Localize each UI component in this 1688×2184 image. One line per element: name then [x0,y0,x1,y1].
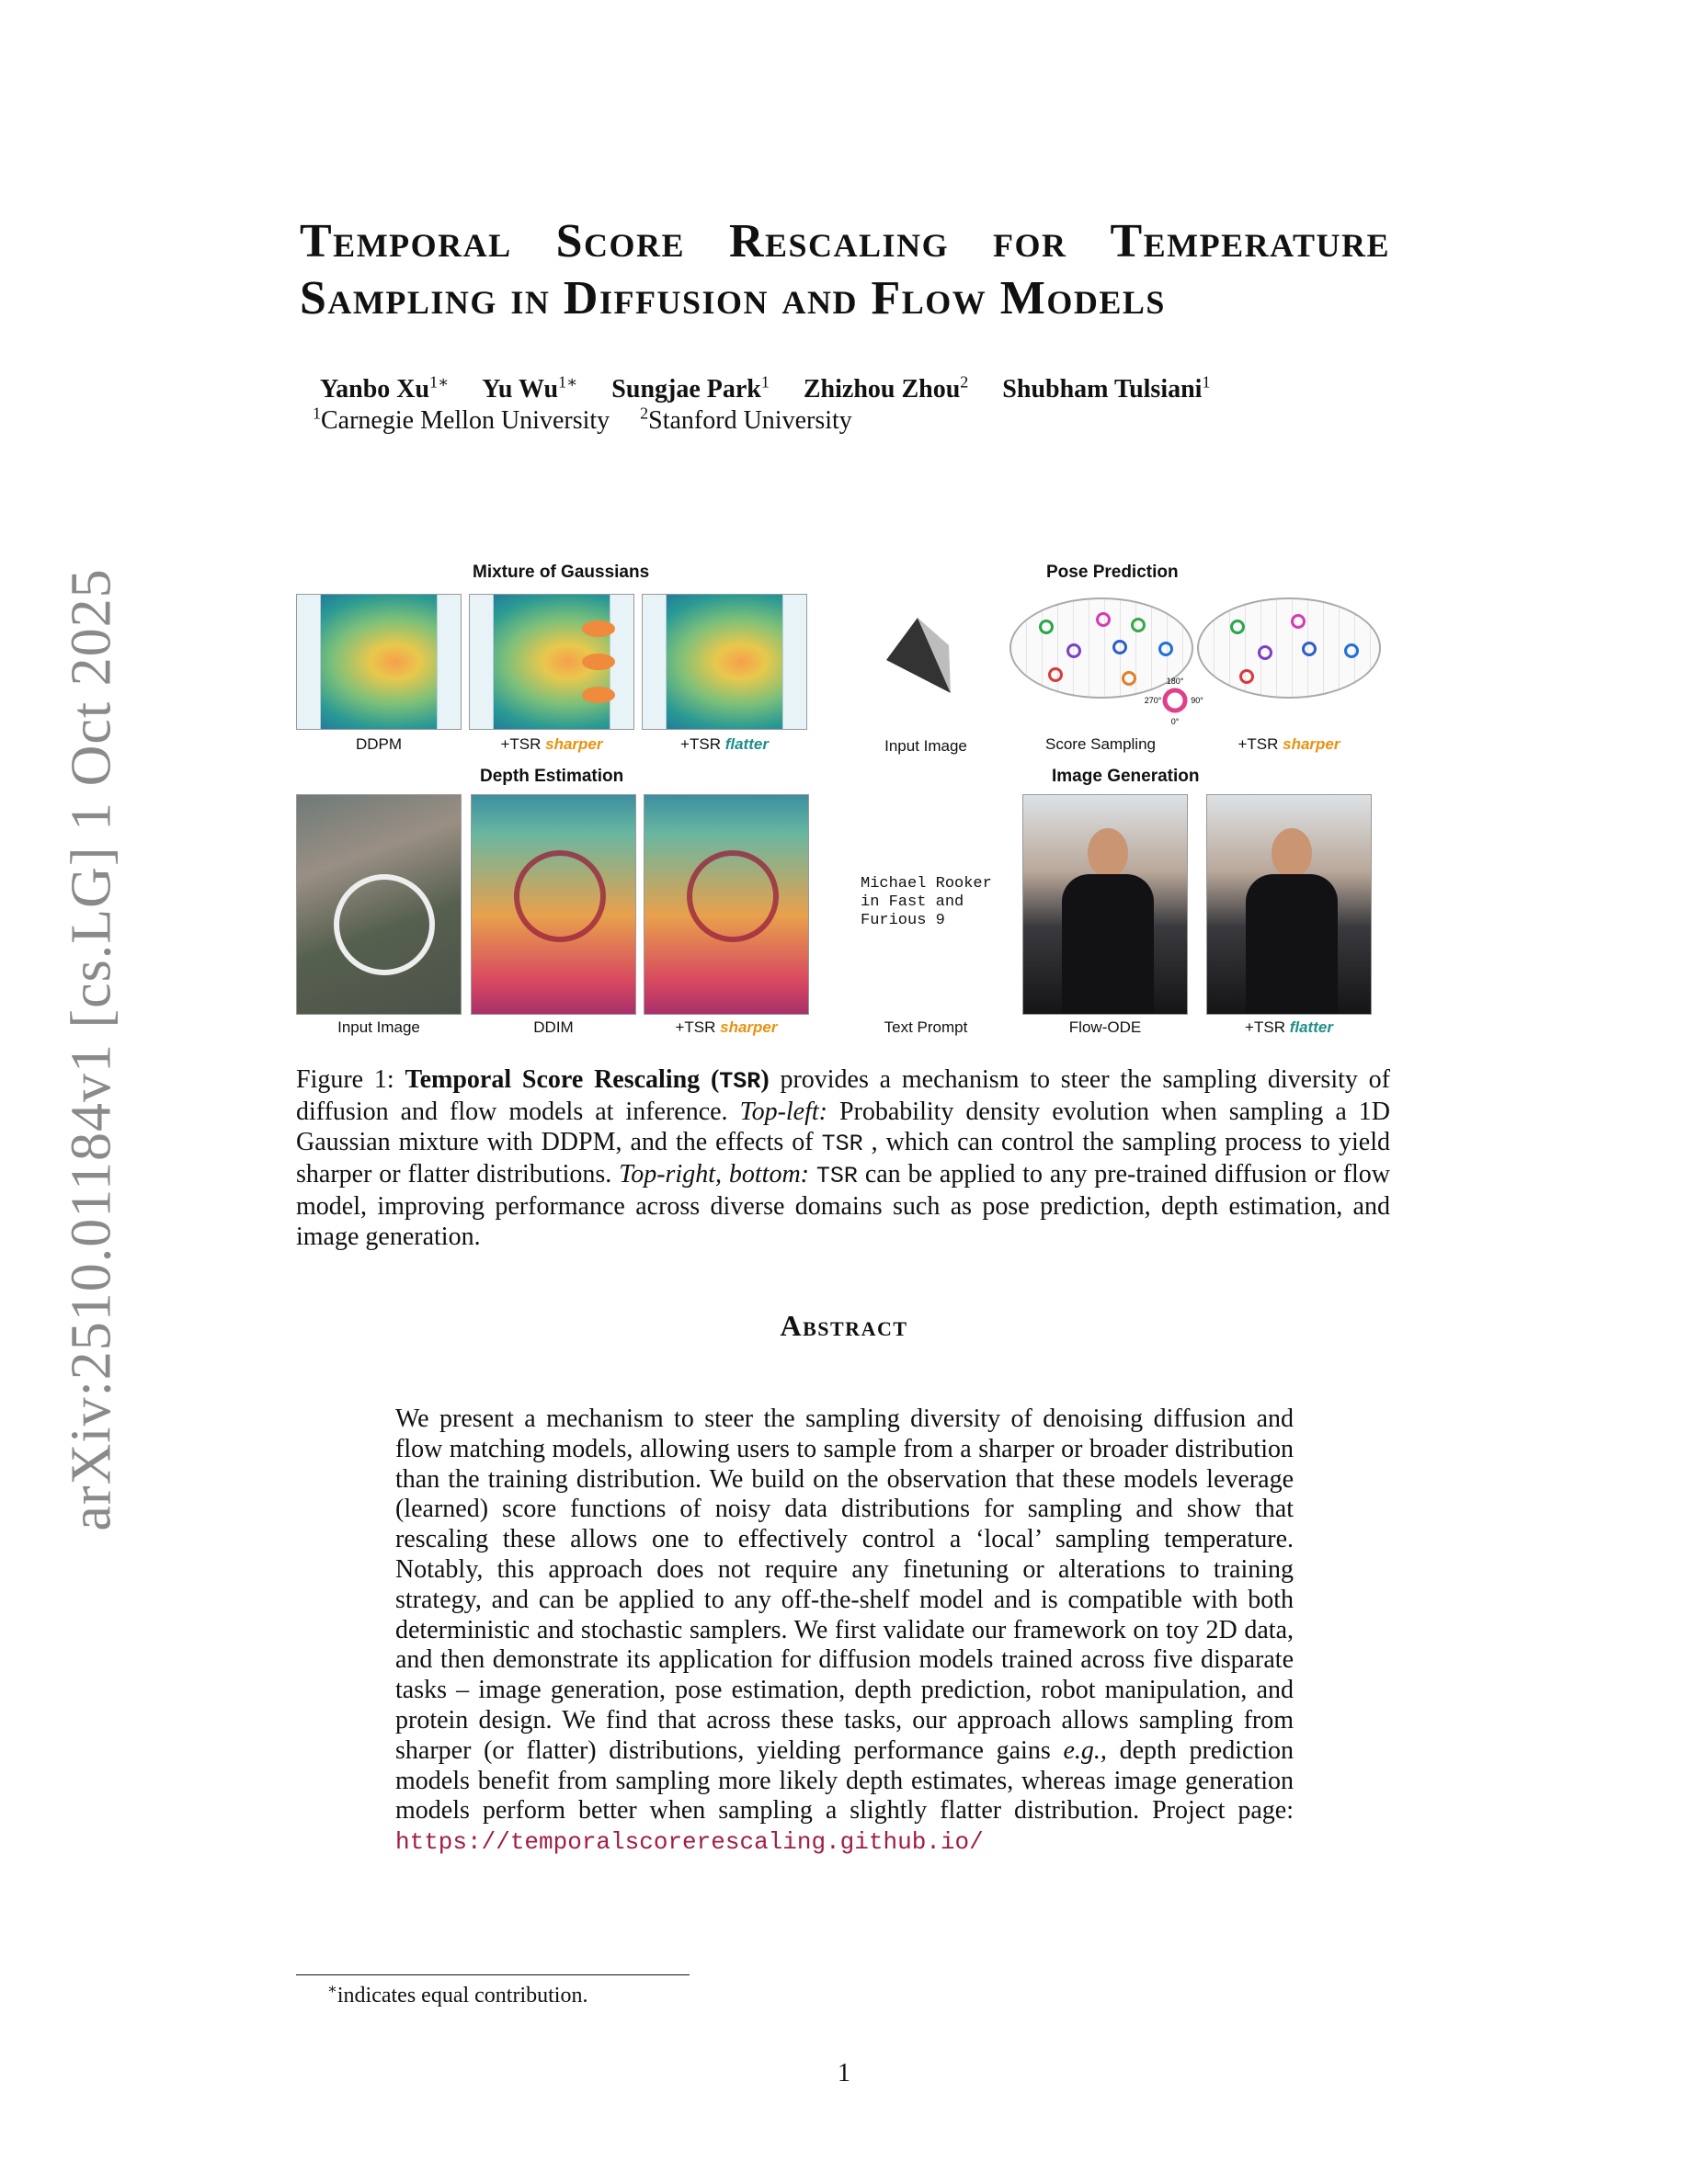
author: Shubham Tulsiani$^1$ [1002,373,1211,404]
text-prompt: Michael Rooker in Fast and Furious 9 [861,875,992,929]
footnote-rule [296,1974,690,1975]
tsr-flatter-label: +TSR flatter [680,735,769,753]
tsr-flatter-density-panel [642,594,807,730]
mog-heading: Mixture of Gaussians [473,563,650,582]
tsr-sharper-label: +TSR sharper [500,735,603,753]
pose-heading: Pose Prediction [1046,563,1179,582]
affiliation: $^1$Carnegie Mellon University [313,404,610,436]
depth-input-label: Input Image [337,1018,420,1036]
author: Yu $Wu^{1∗}$ [482,373,578,404]
compass-right: 90° [1191,696,1203,705]
abstract-body: We present a mechanism to steer the sampling diversity of denoising diffusion and flow matching models, allowing users to sample from a sharper or broader distribution than the training distribution. We build on the observation that these models leverage (learned) score functions of noisy data distributions for sampling and show that rescaling these allows one to effectively control a ‘local’ sampling temperature. Notably, this approach does not require any finetuning or alterations to training strategy, and can be applied to any off-the-shelf model and is compatible with both deterministic and stochastic samplers. We first validate our framework on toy 2D data, and then demonstrate its application for diffusion models trained across five disparate tasks – image generation, pose estimation, depth prediction, robot manipulation, and protein design. We find that across these tasks, our approach allows sampling from sharper (or flatter) distributions, yielding performance gains e.g., depth prediction models benefit from sampling more likely depth estimates, whereas image generation models perform better when sampling a slightly flatter distribution. Project page: https://temporalscorerescaling.github.io/ [395,1405,1294,1857]
author: Yanbo $Xu^{1∗}$ [320,373,450,404]
depth-tsr-sharper-label: +TSR sharper [675,1018,778,1036]
compass-bottom: 0° [1170,717,1180,726]
affiliation-list [313,404,876,436]
ddim-depth-map [471,794,636,1015]
tsr-sharper-density-panel [469,594,634,730]
flow-ode-image [1022,794,1188,1015]
author-list [320,373,1237,404]
footnote: ∗indicates equal contribution. [327,1982,588,2008]
imggen-heading: Image Generation [1052,767,1200,786]
score-sampling-label: Score Sampling [1044,735,1156,753]
page-number: 1 [838,2059,850,2087]
pose-input-image [884,609,976,697]
abstract-heading: Abstract [780,1309,908,1342]
ddim-label: DDIM [533,1018,574,1036]
project-page-link[interactable]: https://temporalscorerescaling.github.io/ [395,1828,984,1857]
author: Zhizhou Zhou$^2$ [803,373,969,404]
ddpm-label: DDPM [355,735,403,753]
ddpm-density-panel [296,594,462,730]
figure-1 [296,563,1392,1041]
tsr-sharper-globe [1197,597,1381,699]
paper-title: Temporal Score Rescaling for Temperature Sampling in Diffusion and Flow Models [300,215,1390,324]
tsr-flatter-image [1206,794,1372,1015]
imggen-tsr-flatter-label: +TSR flatter [1245,1018,1333,1036]
pose-input-label: Input Image [884,737,967,755]
arxiv-stamp [0,0,123,1531]
depth-heading: Depth Estimation [480,767,624,786]
compass-top: 180° [1166,677,1184,686]
pose-tsr-sharper-label: +TSR sharper [1237,735,1340,753]
text-prompt-label: Text Prompt [884,1018,968,1036]
flow-ode-label: Flow-ODE [1068,1018,1142,1036]
compass-left: 270° [1144,696,1162,705]
figure-caption: Figure 1: Temporal Score Rescaling (TSR) provides a mechanism to steer the sampling diversity of diffusion and flow models at inference. Top-left: Probability density evolution when sampling a 1D Gaussian mixture with DDPM, and the effects of TSR , which can control the sampling process to yield sharper or flatter distributions. Top-right, bottom: TSR can be applied to any pre-trained diffusion or flow model, improving performance across diverse domains such as pose prediction, depth estimation, and image generation. [296,1065,1391,1251]
tsr-sharper-depth-map [644,794,809,1015]
depth-input-image [296,794,462,1015]
arxiv-id: arXiv:2510.01184v1 [cs.LG] 1 Oct 2025 [60,568,123,1531]
author: Sungjae Park$^1$ [611,373,770,404]
affiliation: $^2$Stanford University [640,404,852,436]
compass-icon [1142,673,1208,728]
